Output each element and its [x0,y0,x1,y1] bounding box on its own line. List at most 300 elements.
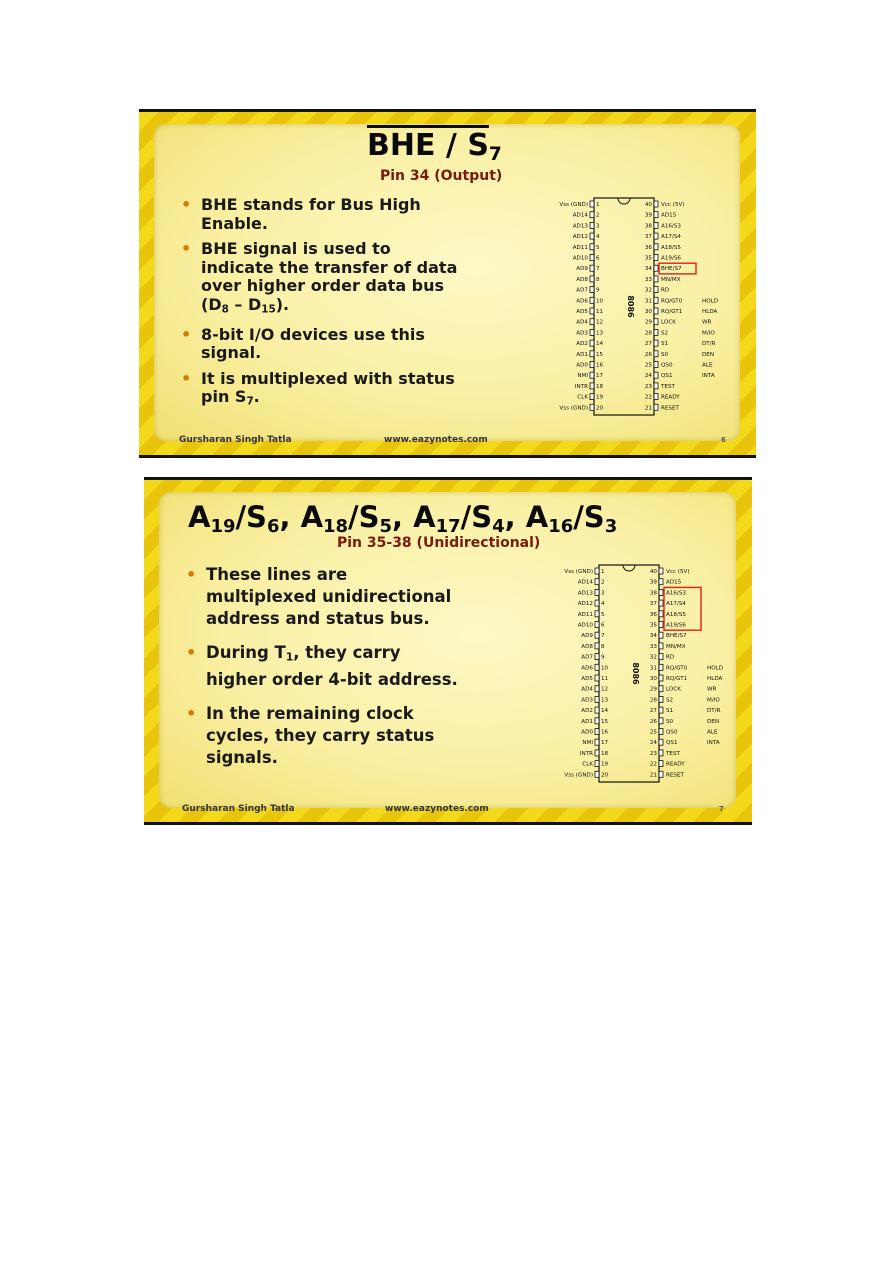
pin-label-right: RESET [666,772,684,779]
pin-label-right: S1 [661,341,669,348]
pin-label-right: S0 [661,351,669,358]
pin-left [590,383,594,389]
pin-label-left: AD5 [576,309,588,315]
title-subscript: 3 [604,516,618,538]
pin-label-right: A16/S3 [661,223,681,230]
pin-number-right: 21 [649,772,657,779]
pin-number-right: 29 [644,319,652,326]
title-subscript: 19 [210,516,236,538]
pin-number-left: 7 [601,633,605,640]
pin-label-right: TEST [666,750,680,757]
pin-left [590,394,594,400]
pin-number-left: 20 [601,772,609,779]
pin-right [659,696,663,702]
pin-label-left: NMI [582,740,593,747]
slide-subtitle: Pin 35-38 (Unidirectional) [337,535,541,551]
pin-number-right: 39 [644,212,652,219]
pin-label-right: A18/S5 [666,611,686,618]
pin-label-left: AD5 [581,676,593,682]
pin-number-left: 17 [601,740,609,747]
title-subscript: 17 [435,516,461,538]
pin-label-left: AD12 [572,234,588,241]
max-mode-label: HLDA [702,309,718,315]
pin-right [659,600,663,606]
pin-label-right: READY [661,394,680,401]
pin-label-right: BHE/S7 [666,633,687,640]
pin-number-right: 37 [644,234,652,241]
pin-number-right: 35 [644,255,652,262]
pin-label-right: MN/MX [661,276,681,283]
bullet-line: over higher order data bus [201,276,445,295]
pin-right [654,276,658,282]
pin-left [590,287,594,293]
pin-left [590,212,594,218]
pin-right [659,771,663,777]
pin-number-left: 16 [601,729,609,736]
title-main: BHE / S [367,128,489,163]
bullet-item [179,370,534,412]
bullet-line: higher order 4-bit address. [206,669,458,689]
pin-label-right: S2 [661,330,669,337]
pin-number-left: 6 [596,255,600,262]
title-subscript: 4 [492,516,505,538]
pin-number-left: 16 [596,362,604,369]
bullet-line: • It is multiplexed with status [201,368,455,388]
pin-left [595,675,599,681]
pin-left [595,696,599,702]
pin-label-left: Vss (GND) [559,405,588,412]
pin-label-left: AD3 [576,330,588,337]
pin-number-left: 13 [596,330,604,337]
bullet-line: address and status bus. [206,609,430,628]
pin-number-left: 6 [601,622,605,629]
slide-title [188,500,617,537]
pin-right [654,233,658,239]
pin-number-right: 28 [649,697,657,704]
pin-label-right: LOCK [666,686,681,693]
pin-right [659,739,663,745]
pin-number-left: 13 [601,697,609,704]
pin-label-left: AD14 [572,212,588,219]
pin-label-left: NMI [577,373,588,380]
pin-number-right: 22 [644,394,652,401]
pin-number-left: 2 [596,212,600,219]
max-mode-label: DT/R [702,341,716,348]
chip-notch [618,198,630,204]
max-mode-label: WR [702,319,712,326]
pin-label-left: INTR [574,383,588,390]
pin-left [595,750,599,756]
pin-number-right: 24 [644,373,652,380]
title-part: A [188,500,211,534]
chip-body [594,198,654,415]
bullet-line: indicate the transfer of data [201,257,458,277]
pin-label-left: AD1 [576,351,588,358]
pin-left [595,729,599,735]
pin-number-right: 34 [649,633,657,640]
pin-number-right: 32 [649,654,657,661]
pin-left [590,222,594,228]
pin-number-right: 27 [644,341,652,348]
pin-number-right: 22 [649,761,657,768]
pin-label-right: A16/S3 [666,590,686,597]
pin-label-right: A17/S4 [666,601,686,608]
pin-number-left: 9 [601,654,605,661]
pin-label-right: S0 [666,718,674,725]
pin-number-right: 25 [649,729,657,736]
max-mode-label: M/IO [707,697,720,704]
title-part: , A [392,500,436,534]
pin-number-left: 9 [596,287,600,294]
pin-number-left: 1 [601,569,605,575]
pin-label-left: AD7 [576,287,588,294]
pin-right [659,675,663,681]
pin-number-left: 4 [601,601,605,608]
pin-left [595,654,599,660]
pin-number-right: 23 [649,750,657,757]
footer-author: Gursharan Singh Tatla [179,435,292,445]
title-subscript: 6 [266,516,280,538]
pin-number-left: 18 [596,383,604,390]
pin-number-right: 27 [649,708,657,715]
pin-diagram-8086 [544,195,734,421]
pin-number-right: 24 [649,740,657,747]
pin-number-left: 14 [601,708,609,715]
pin-number-left: 15 [596,351,604,358]
pin-number-left: 8 [596,276,600,283]
pin-right [654,201,658,207]
pin-right [654,372,658,378]
pin-label-right: RESET [661,405,679,412]
pin-right [654,394,658,400]
pin-label-right: RQ/GT1 [661,309,683,315]
pin-label-left: AD2 [581,708,593,715]
bullet-list [179,196,534,418]
pin-label-left: AD9 [576,266,588,273]
pin-left [590,255,594,261]
pin-right [659,761,663,767]
pin-number-left: 19 [596,394,604,401]
title-subscript: 18 [323,516,349,538]
pin-label-right: Vcc (5V) [666,569,690,575]
pin-number-left: 12 [596,319,604,326]
bullet-line: • During $T_1$, they carry [206,643,401,664]
pin-label-left: AD7 [581,654,593,661]
bullet-item [179,326,534,363]
pin-left [590,404,594,410]
pin-label-right: MN/MX [666,643,686,650]
pin-number-left: 10 [596,298,604,305]
footer-url: www.eazynotes.com [385,804,489,814]
title-subscript: 5 [379,516,393,538]
bullet-line: multiplexed unidirectional [206,587,452,606]
pin-left [595,718,599,724]
title-part: , A [279,500,324,534]
pin-right [654,340,658,346]
bullet-item [179,196,534,233]
pin-label-left: Vss (GND) [564,772,593,779]
max-mode-label: INTA [707,740,720,747]
pin-number-left: 19 [601,761,609,768]
title-subscript: 16 [548,516,574,538]
slide-subtitle: Pin 34 (Output) [380,168,503,184]
pin-right [659,707,663,713]
pin-label-right: AD15 [666,579,682,586]
pin-label-left: AD12 [577,601,593,608]
pin-label-left: AD6 [581,665,593,672]
pin-label-left: AD6 [576,298,588,305]
pin-left [590,362,594,368]
pin-left [595,707,599,713]
pin-right [659,579,663,585]
pin-number-left: 7 [596,266,600,273]
pin-left [595,568,599,574]
pin-number-left: 11 [601,676,609,682]
pin-number-right: 28 [644,330,652,337]
pin-number-right: 31 [649,665,657,672]
pin-right [654,329,658,335]
pin-right [659,632,663,638]
title-part: /S [235,500,267,534]
pin-left [595,664,599,670]
pin-right [654,222,658,228]
pin-right [659,568,663,574]
pin-label-right: RQ/GT0 [666,665,688,672]
pin-number-right: 37 [649,601,657,608]
pin-left [595,686,599,692]
pin-label-left: CLK [577,394,588,401]
pin-number-left: 5 [596,244,600,251]
pin-left [595,600,599,606]
max-mode-label: INTA [702,373,715,380]
bullet-line: • BHE stands for Bus High [201,195,421,214]
bullet-line: pin $S_7$. [201,387,260,408]
pin-right [654,319,658,325]
pin-label-left: CLK [582,761,593,768]
chip-svg [544,195,734,417]
pin-left [590,351,594,357]
max-mode-label: HLDA [707,676,723,682]
pin-label-right: RD [666,654,675,661]
pin-right [654,404,658,410]
footer-page-number: 6 [721,436,726,444]
pin-label-right: RD [661,287,670,294]
pin-number-right: 34 [644,266,652,273]
pin-label-left: AD10 [572,255,588,262]
pin-left [590,329,594,335]
pin-label-left: AD8 [576,276,588,283]
pin-label-left: AD10 [577,622,593,629]
footer-url: www.eazynotes.com [384,435,488,445]
pin-label-right: S2 [666,697,674,704]
bullet-line: cycles, they carry status [206,725,435,745]
pin-number-right: 40 [649,569,657,575]
pin-label-right: QS1 [666,740,678,747]
pin-number-left: 12 [601,686,609,693]
pin-number-right: 35 [649,622,657,629]
pin-right [659,664,663,670]
pin-right [654,297,658,303]
chip-svg [549,562,739,784]
title-part: /S [460,500,493,534]
bullet-line: signal. [201,343,262,363]
pin-left [590,276,594,282]
max-mode-label: ALE [702,362,713,369]
pin-label-left: AD0 [581,729,593,736]
pin-label-left: AD4 [581,686,593,693]
pin-label-left: AD1 [581,718,593,725]
pin-number-left: 20 [596,405,604,412]
pin-right [654,287,658,293]
pin-left [590,201,594,207]
bullet-line: • In the remaining clock [206,703,414,723]
pin-label-right: QS0 [666,729,678,736]
pin-label-left: AD2 [576,341,588,348]
max-mode-label: DEN [707,718,720,725]
pin-label-left: AD0 [576,362,588,369]
pin-number-left: 11 [596,309,604,315]
pin-number-right: 39 [649,579,657,586]
pin-number-right: 38 [644,223,652,230]
max-mode-label: M/IO [702,330,715,337]
pin-right [659,686,663,692]
chip-body [599,565,659,782]
pin-left [590,233,594,239]
bullet-line: $(D_8 - D_{15})$. [201,294,290,316]
pin-label-right: QS0 [661,362,673,369]
pin-number-right: 31 [644,298,652,305]
pin-left [590,297,594,303]
pin-left [595,589,599,595]
bullet-line: • BHE signal is used to [201,239,391,258]
pin-right [654,362,658,368]
pin-label-left: INTR [579,750,593,757]
pin-label-right: A18/S5 [661,244,681,251]
pin-number-right: 40 [644,202,652,208]
max-mode-label: WR [707,686,717,693]
bullet-item [184,642,544,691]
pin-number-right: 33 [644,276,652,283]
title-part: , A [504,500,549,534]
pin-number-right: 29 [649,686,657,693]
pin-right [659,729,663,735]
pin-number-left: 8 [601,643,605,650]
pin-right [659,611,663,617]
pin-label-left: AD11 [577,611,593,618]
footer-page-number: 7 [719,805,724,813]
pin-right [659,622,663,628]
pin-label-left: AD8 [581,643,593,650]
pin-left [590,340,594,346]
pin-label-right: READY [666,761,685,768]
pin-label-left: AD11 [572,244,588,251]
pin-number-right: 26 [649,718,657,725]
pin-number-right: 30 [644,309,652,315]
pin-number-left: 2 [601,579,605,586]
pin-label-left: AD14 [577,579,593,586]
bullet-line: • 8-bit I/O devices use this [201,324,425,344]
pin-label-right: QS1 [661,373,673,380]
slide-address-status [144,477,752,825]
pin-label-right: A19/S6 [661,255,681,262]
pin-label-right: S1 [666,708,674,715]
pin-label-right: A19/S6 [666,622,686,629]
pin-left [595,739,599,745]
pin-label-right: Vcc (5V) [661,202,685,208]
pin-number-left: 4 [596,234,600,241]
pin-left [595,771,599,777]
title-part: /S [348,500,380,534]
pin-left [595,632,599,638]
pin-number-right: 23 [644,383,652,390]
pin-number-left: 10 [601,665,609,672]
slide-title [367,128,502,165]
pin-right [654,255,658,261]
pin-left [590,244,594,250]
pin-number-right: 25 [644,362,652,369]
bullet-item [184,703,544,769]
pin-left [590,265,594,271]
chip-notch [623,565,635,571]
max-mode-label: DEN [702,351,715,358]
pin-number-right: 36 [644,244,652,251]
pin-number-left: 18 [601,750,609,757]
pin-label-right: A17/S4 [661,234,681,241]
bullet-line: • These lines are [206,565,348,584]
pin-right [654,308,658,314]
pin-label-left: Vss (GND) [564,569,593,575]
pin-right [654,244,658,250]
pin-right [654,212,658,218]
pin-left [590,319,594,325]
pin-number-left: 17 [596,373,604,380]
bullet-item [184,564,544,630]
pin-label-left: AD3 [581,697,593,704]
pin-right [659,643,663,649]
pin-label-left: AD13 [572,223,588,230]
footer-author: Gursharan Singh Tatla [182,804,295,814]
pin-left [595,643,599,649]
pin-number-left: 3 [601,590,605,597]
title-subscript: 7 [488,144,502,166]
pin-left [590,372,594,378]
pin-number-left: 3 [596,223,600,230]
pin-label-left: AD13 [577,590,593,597]
max-mode-label: DT/R [707,708,721,715]
pin-right [659,718,663,724]
max-mode-label: ALE [707,729,718,736]
pin-number-right: 38 [649,590,657,597]
pin-right [654,383,658,389]
pin-left [595,622,599,628]
max-mode-label: HOLD [707,665,724,672]
pin-right [654,265,658,271]
pin-number-left: 5 [601,611,605,618]
pin-right [654,351,658,357]
pin-number-right: 33 [649,643,657,650]
pin-label-right: RQ/GT1 [666,676,688,682]
pin-number-right: 32 [644,287,652,294]
pin-diagram-8086 [549,562,739,788]
bullet-list [184,564,544,781]
pin-label-right: TEST [661,383,675,390]
pin-label-left: AD4 [576,319,588,326]
chip-name: 8086 [626,295,635,318]
pin-number-right: 30 [649,676,657,682]
pin-label-left: Vss (GND) [559,202,588,208]
pin-left [590,308,594,314]
bullet-line: Enable. [201,213,268,233]
